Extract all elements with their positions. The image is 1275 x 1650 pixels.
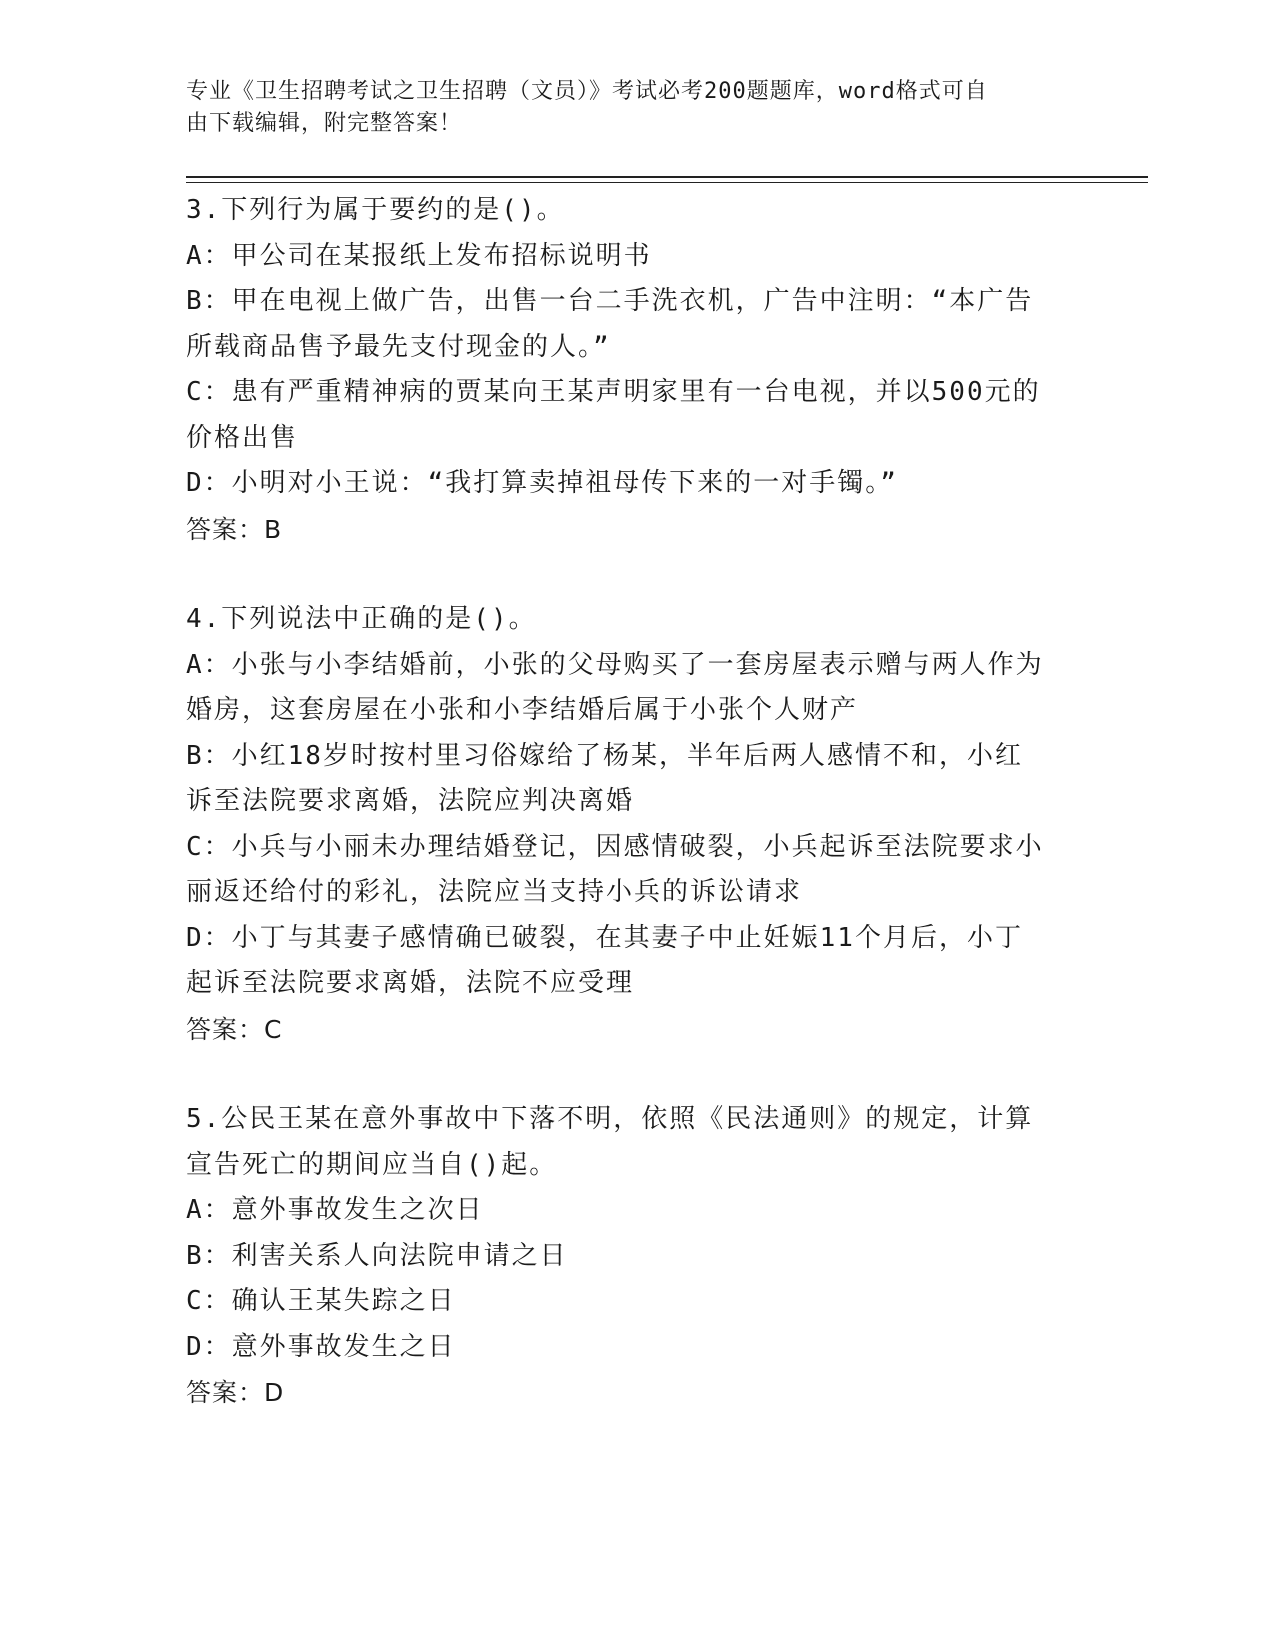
option-a: A：意外事故发生之次日 (186, 1195, 484, 1225)
header-line-1: 专业《卫生招聘考试之卫生招聘（文员）》考试必考200题题库，word格式可自 (186, 79, 988, 104)
option-a: A：小张与小李结婚前，小张的父母购买了一套房屋表示赠与两人作为 (186, 649, 1044, 680)
answer-text: 答案：D (186, 1378, 285, 1407)
document-header (186, 76, 1066, 140)
option-c-continued: 价格出售 (186, 422, 299, 453)
option-d: D：小丁与其妻子感情确已破裂，在其妻子中止妊娠11个月后，小丁 (186, 922, 1023, 953)
question-4 (186, 597, 1086, 1052)
question-5 (186, 1097, 1086, 1416)
answer-text: 答案：C (186, 1014, 283, 1044)
header-line-2: 由下载编辑，附完整答案！ (186, 111, 463, 136)
option-c: C：确认王某失踪之日 (186, 1286, 456, 1316)
question-stem-continued: 宣告死亡的期间应当自()起。 (186, 1149, 558, 1180)
option-b: B：利害关系人向法院申请之日 (186, 1240, 568, 1271)
question-stem: 3.下列行为属于要约的是()。 (186, 195, 565, 225)
option-c: C：小兵与小丽未办理结婚登记，因感情破裂，小兵起诉至法院要求小 (186, 831, 1044, 862)
option-b: B：甲在电视上做广告，出售一台二手洗衣机，广告中注明：“本广告 (186, 286, 1034, 316)
option-d: D：小明对小王说：“我打算卖掉祖母传下来的一对手镯。” (186, 468, 898, 498)
option-a-continued: 婚房，这套房屋在小张和小李结婚后属于小张个人财产 (186, 695, 859, 725)
header-divider-thin (186, 182, 1148, 183)
option-b-continued: 所载商品售予最先支付现金的人。” (186, 331, 611, 362)
answer-text: 答案：B (186, 514, 283, 544)
option-b: B：小红18岁时按村里习俗嫁给了杨某，半年后两人感情不和，小红 (186, 740, 1023, 771)
question-list (186, 188, 1086, 1461)
option-c: C：患有严重精神病的贾某向王某声明家里有一台电视，并以500元的 (186, 377, 1041, 407)
question-3 (186, 188, 1086, 552)
option-a: A：甲公司在某报纸上发布招标说明书 (186, 240, 652, 271)
option-d: D：意外事故发生之日 (186, 1331, 456, 1362)
header-divider-thick (186, 176, 1148, 178)
option-c-continued: 丽返还给付的彩礼，法院应当支持小兵的诉讼请求 (186, 877, 803, 907)
option-d-continued: 起诉至法院要求离婚，法院不应受理 (186, 968, 635, 998)
question-stem: 5.公民王某在意外事故中下落不明，依照《民法通则》的规定，计算 (186, 1104, 1034, 1134)
question-stem: 4.下列说法中正确的是()。 (186, 604, 537, 634)
option-b-continued: 诉至法院要求离婚，法院应判决离婚 (186, 786, 635, 816)
